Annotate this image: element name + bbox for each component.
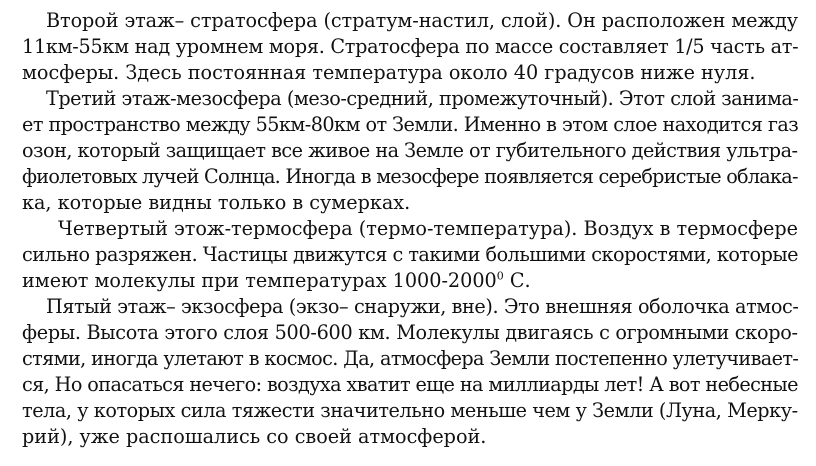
degree-superscript: 0 xyxy=(496,269,504,283)
text-fragment: С. xyxy=(503,269,531,292)
text-line: тела, у которых сила тяжести значительно меньше чем у Земли (Луна, Мерку- xyxy=(22,399,798,422)
text-line: сильно разряжен. Частицы движутся с такими большими скоростями, которые xyxy=(22,243,799,266)
text-line: фиолетовых лучей Солнца. Иногда в мезосфере появляется серебристые облака- xyxy=(22,165,798,188)
text-line: мосферы. Здесь постоянная температура около 40 градусов ниже нуля. xyxy=(22,61,756,84)
document-page xyxy=(22,8,798,450)
text-line: ет пространство между 55км-80км от Земли. Именно в этом слое находится газ xyxy=(22,113,799,136)
paragraph-thermosphere xyxy=(22,216,798,294)
text-fragment: имеют молекулы при температурах 1000-2000 xyxy=(22,269,497,292)
text-line: Четвертый этож-термосфера (термо-температура). Воздух в термосфере xyxy=(58,217,799,240)
text-line: рий), уже распошались со своей атмосферой. xyxy=(22,425,487,448)
text-line: озон, который защищает все живое на Земле от губительного действия ультра- xyxy=(22,139,798,162)
text-line: феры. Высота этого слоя 500-600 км. Молекулы двигаясь с огромными скоро- xyxy=(22,321,798,344)
text-line-with-degree xyxy=(22,268,798,294)
paragraph-exosphere xyxy=(22,294,798,450)
paragraph-stratosphere xyxy=(22,8,798,86)
text-line: 11км-55км над уромнем моря. Стратосфера по массе составляет 1/5 часть ат- xyxy=(22,35,799,58)
paragraph-mesosphere xyxy=(22,86,798,216)
text-line: Второй этаж– стратосфера (стратум-настил, слой). Он расположен между xyxy=(46,9,798,32)
text-line: ка, которые видны только в сумерках. xyxy=(22,191,411,214)
text-line: стями, иногда улетают в космос. Да, атмосфера Земли постепенно улетучивает- xyxy=(22,347,799,370)
text-line: Третий этаж-мезосфера (мезо-средний, промежуточный). Этот слой занима- xyxy=(46,87,799,110)
text-line: Пятый этаж– экзосфера (экзо– снаружи, вне). Это внешняя оболочка атмос- xyxy=(46,295,799,318)
text-line: ся, Но опасаться нечего: воздуха хватит еще на миллиарды лет! А вот небесные xyxy=(22,373,798,396)
